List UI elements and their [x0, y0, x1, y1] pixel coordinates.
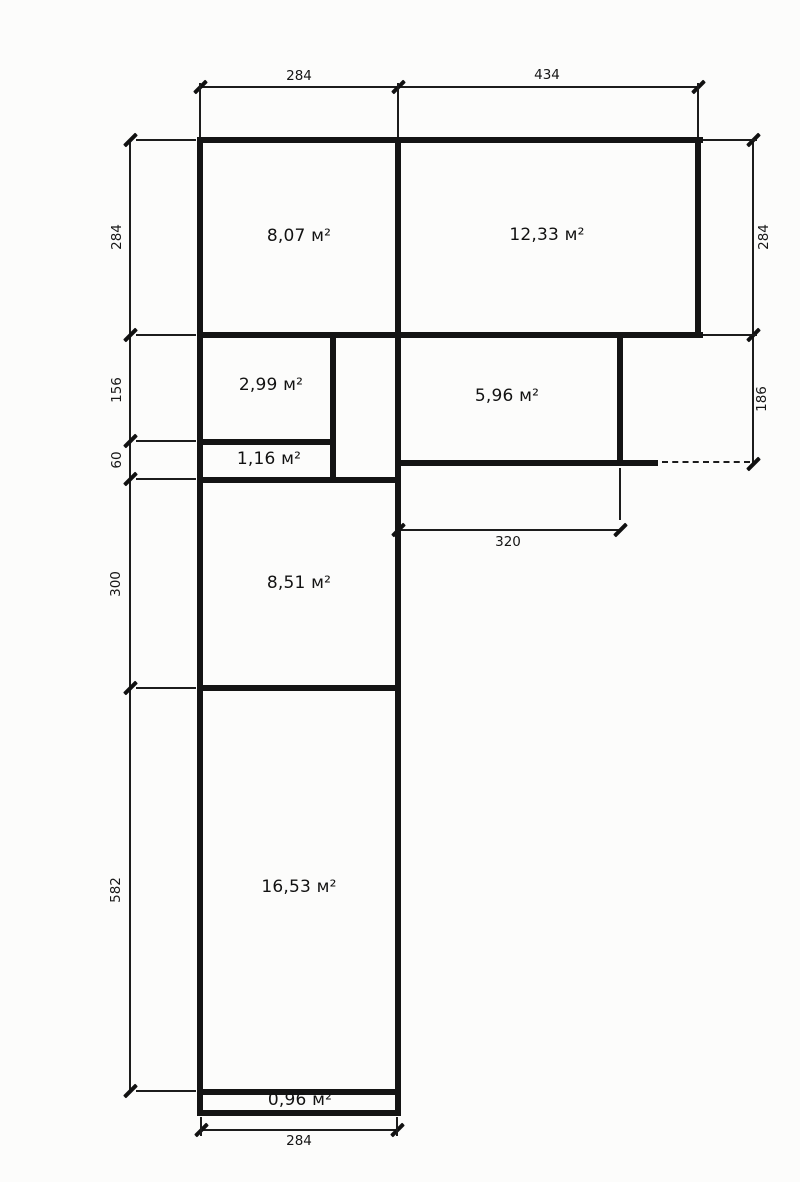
- extension-line: [136, 139, 196, 141]
- extension-line: [136, 334, 196, 336]
- dim-label-right-284: 284: [756, 224, 772, 250]
- dimension-line-bottom: [201, 1129, 398, 1131]
- wall-under-top-rooms: [197, 332, 703, 338]
- wall-right-of-room-2-99: [330, 332, 336, 483]
- extension-line: [136, 687, 196, 689]
- dim-label-right-186: 186: [754, 386, 770, 412]
- dim-label-left-582: 582: [108, 877, 124, 903]
- wall-center-vertical: [395, 137, 401, 1116]
- room-area-label: 12,33 м²: [509, 225, 585, 245]
- extension-line: [136, 1090, 196, 1092]
- extension-line-dashed: [662, 461, 750, 463]
- extension-line: [703, 139, 757, 141]
- wall-under-room-2-99: [200, 439, 336, 445]
- dim-label-left-300: 300: [108, 571, 124, 597]
- extension-line: [619, 468, 621, 520]
- dim-label-left-284: 284: [109, 224, 125, 250]
- room-area-label: 1,16 м²: [236, 449, 302, 469]
- dimension-line-inner: [398, 529, 620, 531]
- dim-label-top-434: 434: [534, 67, 560, 83]
- room-area-label: 0,96 м²: [267, 1090, 333, 1110]
- wall-under-room-8-51: [200, 685, 401, 691]
- dimension-line-left: [129, 140, 131, 1092]
- extension-line: [703, 334, 757, 336]
- extension-line: [396, 1117, 398, 1136]
- extension-line: [136, 478, 196, 480]
- wall-right-of-room-12-33: [695, 137, 701, 338]
- wall-top: [197, 137, 703, 143]
- dim-label-bottom-284: 284: [286, 1133, 312, 1149]
- extension-line: [200, 1117, 202, 1136]
- extension-line: [199, 83, 201, 137]
- room-area-label: 8,07 м²: [266, 226, 332, 246]
- wall-left: [197, 137, 203, 1116]
- room-area-label: 8,51 м²: [266, 573, 332, 593]
- dim-label-inner-320: 320: [495, 534, 521, 550]
- wall-under-room-1-16: [200, 477, 401, 483]
- wall-bottom: [200, 1110, 401, 1116]
- room-area-label: 16,53 м²: [261, 877, 337, 897]
- dim-label-top-284: 284: [286, 68, 312, 84]
- extension-line: [397, 83, 399, 137]
- wall-right-of-room-5-96: [617, 332, 623, 466]
- dim-label-left-156: 156: [109, 377, 125, 403]
- dimension-line-right: [752, 140, 754, 464]
- extension-line: [697, 83, 699, 137]
- extension-line: [136, 440, 196, 442]
- dim-label-left-60: 60: [109, 451, 125, 469]
- dimension-line-top: [200, 86, 698, 88]
- room-area-label: 5,96 м²: [474, 386, 540, 406]
- room-area-label: 2,99 м²: [238, 375, 304, 395]
